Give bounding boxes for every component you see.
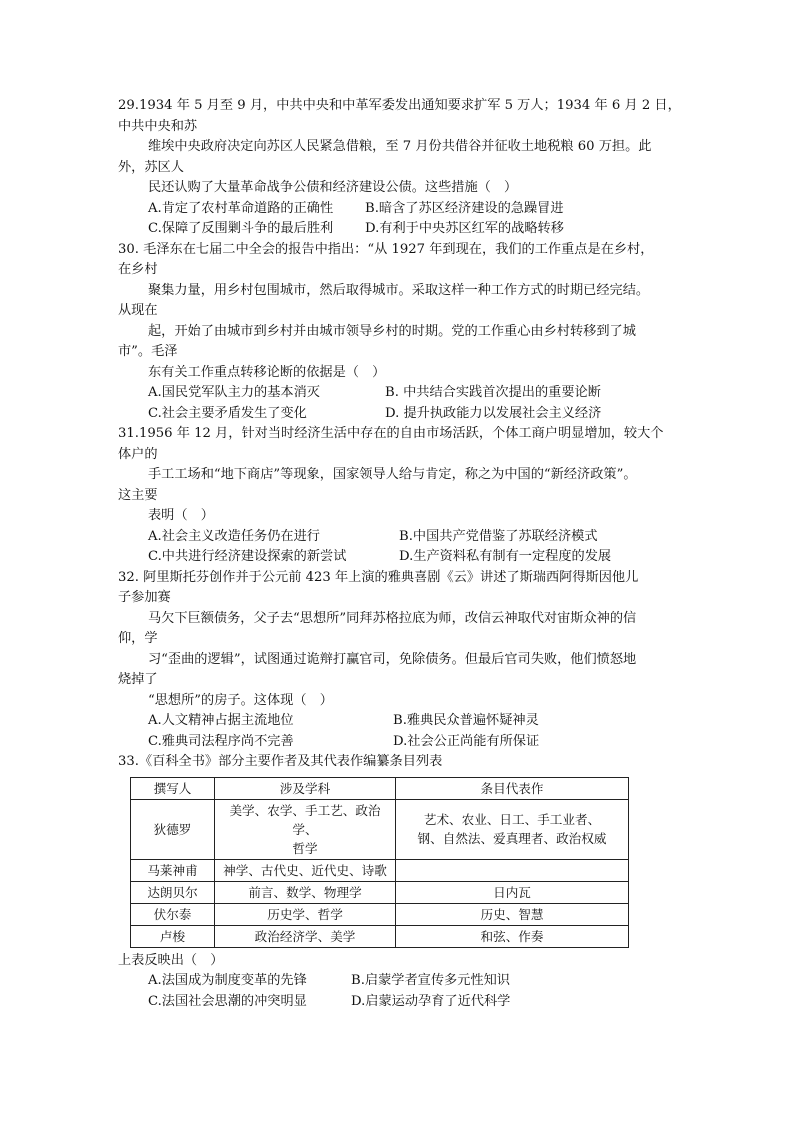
- table-row: [131, 881, 629, 903]
- question-30-line-5: 起，开始了由城市到乡村并由城市领导乡村的时期。党的工作重心由乡村转移到了城: [148, 323, 636, 339]
- question-31-line-4: 这主要: [118, 487, 158, 503]
- table-cell: 前言、数学、物理学: [215, 881, 396, 903]
- question-29-options-row-1: [118, 199, 683, 220]
- question-33-title: 33.《百科全书》部分主要作者及其代表作编纂条目列表: [118, 754, 443, 769]
- question-32-stem-end: “思想所”的房子。这体现（ ）: [148, 692, 333, 708]
- table-cell: 历史学、哲学: [215, 903, 396, 925]
- table-cell: 达朗贝尔: [131, 881, 215, 903]
- question-32: [118, 568, 683, 753]
- table-row: [131, 859, 629, 881]
- question-30-line-6: 市”。毛泽: [118, 344, 178, 359]
- question-30-options-row-2: [118, 404, 683, 425]
- question-31-line-3: 手工工场和“地下商店”等现象，国家领导人给与肯定，称之为中国的“新经济政策”。: [148, 467, 637, 482]
- option-a[interactable]: A.国民党军队主力的基本消灭: [148, 385, 320, 400]
- option-b[interactable]: B.启蒙学者宣传多元性知识: [351, 973, 510, 988]
- table-cell: 历史、智慧: [396, 903, 629, 925]
- option-c[interactable]: C.保障了反围剿斗争的最后胜利: [148, 221, 334, 236]
- question-30-line-3: 聚集力量，用乡村包围城市，然后取得城市。采取这样一种工作方式的时期已经完结。: [148, 282, 650, 298]
- question-30-line-1: 30. 毛泽东在七届二中全会的报告中指出：“从 1927 年到现在，我们的工作重点是在乡村，: [118, 241, 654, 257]
- option-c[interactable]: C.雅典司法程序尚不完善: [148, 733, 294, 749]
- table-cell: 美学、农学、手工艺、政治学、 哲学: [215, 799, 396, 859]
- question-33-options-row-1: [118, 971, 683, 992]
- option-d[interactable]: D.社会公正尚能有所保证: [393, 733, 540, 749]
- option-a[interactable]: A.人文精神占据主流地位: [148, 713, 294, 728]
- question-32-line-1: 32. 阿里斯托芬创作并于公元前 423 年上演的雅典喜剧《云》讲述了斯瑞西阿得斯因他儿: [118, 569, 639, 585]
- question-32-line-4: 仰，学: [118, 631, 158, 646]
- question-31-line-1: 31.1956 年 12 月，针对当时经济生活中存在的自由市场活跃，个体工商户明显增加，较大个: [118, 426, 664, 441]
- option-d[interactable]: D.启蒙运动孕育了近代科学: [351, 993, 511, 1009]
- table-header-cell: 条目代表作: [396, 777, 629, 799]
- option-b[interactable]: B. 中共结合实践首次提出的重要论断: [385, 385, 601, 400]
- question-30-line-4: 从现在: [118, 303, 158, 318]
- question-29-stem-end: 民还认购了大量革命战争公债和经济建设公债。这些措施（ ）: [148, 180, 518, 195]
- question-29-options-row-2: [118, 219, 683, 240]
- table-cell: [396, 859, 629, 881]
- option-b[interactable]: B.中国共产党借鉴了苏联经济模式: [399, 528, 598, 544]
- table-cell: 马莱神甫: [131, 859, 215, 881]
- question-31-options-row-1: [118, 527, 683, 548]
- option-a[interactable]: A.肯定了农村革命道路的正确性: [148, 200, 334, 216]
- question-29-line-2: 中共中央和苏: [118, 118, 198, 134]
- table-row: [131, 799, 629, 859]
- table-cell: 和弦、作奏: [396, 925, 629, 947]
- question-list: [118, 96, 683, 1012]
- table-cell: 伏尔泰: [131, 903, 215, 925]
- question-32-line-2: 子参加赛: [118, 590, 171, 605]
- table-row: [131, 925, 629, 947]
- option-c[interactable]: C.中共进行经济建设探索的新尝试: [148, 549, 347, 564]
- question-29: [118, 96, 683, 240]
- question-30-line-2: 在乡村: [118, 262, 158, 277]
- table-cell: 政治经济学、美学: [215, 925, 396, 947]
- table-header-cell: 撰写人: [131, 777, 215, 799]
- question-32-line-3: 马欠下巨额债务，父子去“思想所”同拜苏格拉底为师，改信云神取代对宙斯众神的信: [148, 610, 637, 626]
- option-d[interactable]: D.有利于中央苏区红军的战略转移: [365, 221, 564, 236]
- encyclopedia-table: [130, 777, 629, 948]
- question-31: [118, 424, 683, 568]
- option-d[interactable]: D.生产资料私有制有一定程度的发展: [399, 549, 612, 564]
- question-29-line-4: 外，苏区人: [118, 159, 184, 175]
- table-cell: 神学、古代史、近代史、诗歌: [215, 859, 396, 881]
- question-30: [118, 240, 683, 425]
- table-header-cell: 涉及学科: [215, 777, 396, 799]
- question-33-options-row-2: [118, 992, 683, 1013]
- question-29-line-1: 29.1934 年 5 月至 9 月，中共中央和中革军委发出通知要求扩军 5 万人；1934 年 6 月 2 日，: [118, 98, 681, 113]
- question-32-line-5: 习“歪曲的逻辑”，试图通过诡辩打赢官司，免除债务。但最后官司失败，他们愤怒地: [148, 651, 637, 667]
- question-32-options-row-1: [118, 711, 683, 732]
- question-33-stem: 上表反映出（ ）: [118, 952, 224, 968]
- option-a[interactable]: A.社会主义改造任务仍在进行: [148, 528, 320, 544]
- table-cell: 日内瓦: [396, 881, 629, 903]
- question-32-options-row-2: [118, 732, 683, 753]
- option-b[interactable]: B.暗含了苏区经济建设的急躁冒进: [365, 200, 564, 216]
- question-31-options-row-2: [118, 547, 683, 568]
- question-32-line-6: 烧掉了: [118, 672, 158, 687]
- question-31-stem-end: 表明（ ）: [148, 508, 214, 523]
- question-29-line-3: 维埃中央政府决定向苏区人民紧急借粮，至 7 月份共借谷并征收土地税粮 60 万担。此: [148, 139, 652, 154]
- question-30-stem-end: 东有关工作重点转移论断的依据是（ ）: [148, 364, 386, 380]
- table-header-row: [131, 777, 629, 799]
- option-c[interactable]: C.社会主要矛盾发生了变化: [148, 405, 307, 421]
- table-row: [131, 903, 629, 925]
- option-c[interactable]: C.法国社会思潮的冲突明显: [148, 993, 307, 1009]
- option-a[interactable]: A.法国成为制度变革的先锋: [148, 973, 307, 988]
- question-31-line-2: 体户的: [118, 446, 158, 462]
- question-33: [118, 752, 683, 1012]
- option-b[interactable]: B.雅典民众普遍怀疑神灵: [393, 713, 539, 728]
- table-cell: 狄德罗: [131, 799, 215, 859]
- option-d[interactable]: D. 提升执政能力以发展社会主义经济: [385, 405, 602, 421]
- question-30-options-row-1: [118, 383, 683, 404]
- table-cell: 卢梭: [131, 925, 215, 947]
- table-cell: 艺术、农业、日工、手工业者、 钢、自然法、爱真理者、政治权威: [396, 799, 629, 859]
